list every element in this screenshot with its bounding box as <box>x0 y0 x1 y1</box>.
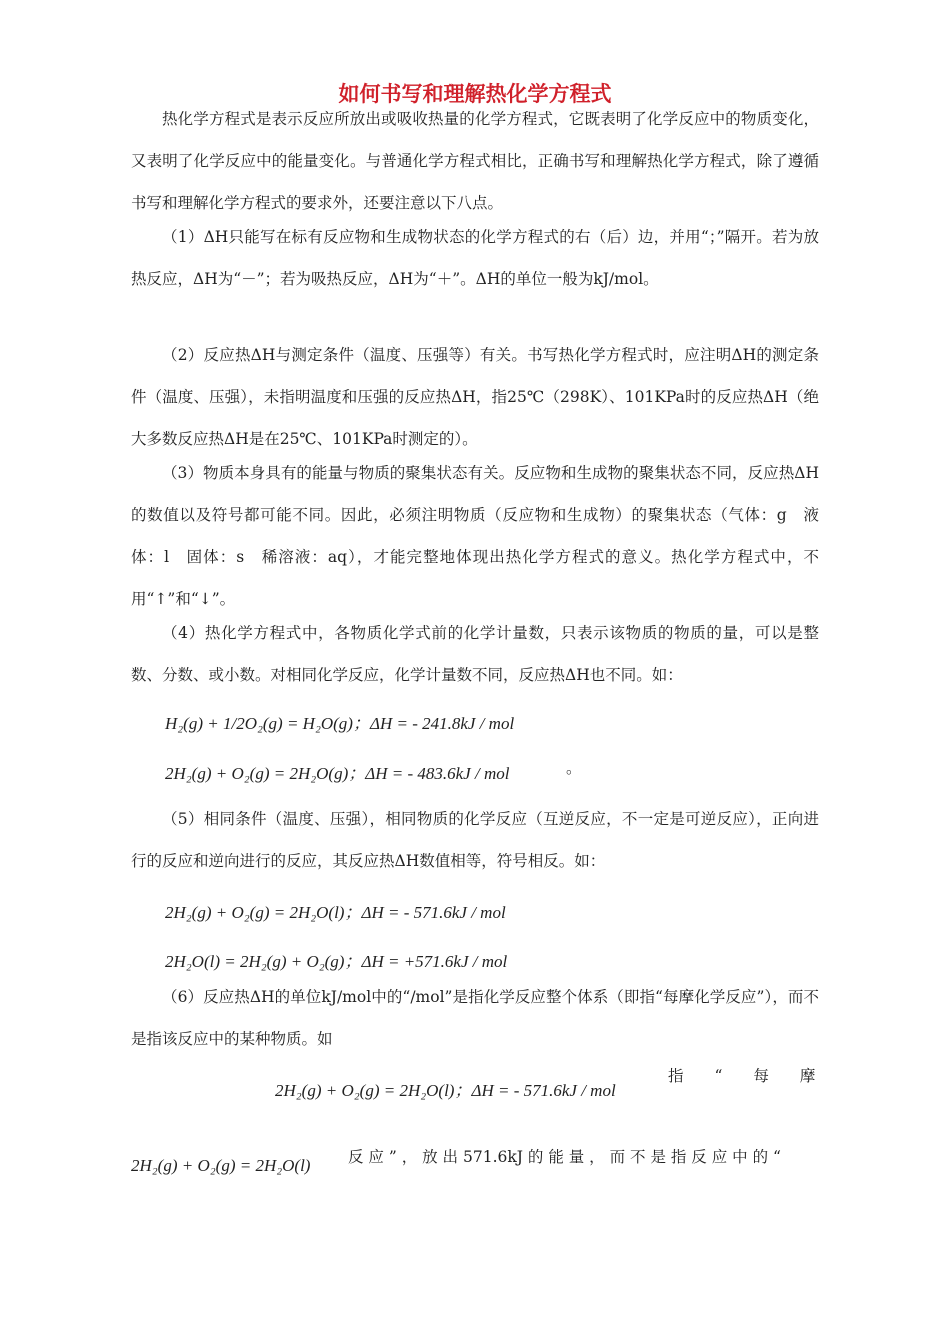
equation-6: 2H₂(g) + O₂(g) = 2H₂O(l) <box>131 1156 311 1175</box>
point-6-paragraph: （6）反应热ΔH的单位kJ/mol中的“/mol”是指化学反应整个体系（即指“每摩化学反应”），而不是指该反应中的某种物质。如 <box>131 988 819 1048</box>
equation-2-period: 。 <box>566 759 582 777</box>
point-2-paragraph: （2）反应热ΔH与测定条件（温度、压强等）有关。书写热化学方程式时，应注明ΔH的测定条件（温度、压强），未指明温度和压强的反应热ΔH，指25℃（298K）、101KPa时的反应热ΔH（绝大多数反应热ΔH是在25℃、101KPa时测定的）。 <box>131 346 819 448</box>
intro-paragraph: 热化学方程式是表示反应所放出或吸收热量的化学方程式，它既表明了化学反应中的物质变化，又表明了化学反应中的能量变化。与普通化学方程式相比，正确书写和理解热化学方程式，除了遵循书写和理解化学方程式的要求外，还要注意以下八点。 <box>131 110 819 212</box>
equation-2: 2H₂(g) + O₂(g) = 2H₂O(g)；ΔH = - 483.6kJ / mol <box>165 764 510 783</box>
equation-5: 2H₂(g) + O₂(g) = 2H₂O(l)；ΔH = - 571.6kJ / mol <box>275 1081 616 1100</box>
trailing-text-1: 指 “ 每 摩 <box>668 1067 816 1085</box>
equation-1: H₂(g) + 1/2O₂(g) = H₂O(g)；ΔH = - 241.8kJ / mol <box>165 714 515 733</box>
trailing-text-2: 反 应 ” ， 放 出 571.6kJ 的 能 量 ， 而 不 是 指 反 应 中 的 “ <box>348 1148 781 1166</box>
point-5-paragraph: （5）相同条件（温度、压强），相同物质的化学反应（互逆反应，不一定是可逆反应），正向进行的反应和逆向进行的反应，其反应热ΔH数值相等，符号相反。如： <box>131 810 819 870</box>
point-1-paragraph: （1）ΔH只能写在标有反应物和生成物状态的化学方程式的右（后）边，并用“；”隔开。若为放热反应，ΔH为“－”；若为吸热反应，ΔH为“＋”。ΔH的单位一般为kJ/mol。 <box>131 228 819 288</box>
equation-3: 2H₂(g) + O₂(g) = 2H₂O(l)；ΔH = - 571.6kJ / mol <box>165 903 506 922</box>
equation-4: 2H₂O(l) = 2H₂(g) + O₂(g)；ΔH = +571.6kJ / mol <box>165 952 508 971</box>
point-3-paragraph: （3）物质本身具有的能量与物质的聚集状态有关。反应物和生成物的聚集状态不同，反应热ΔH的数值以及符号都可能不同。因此，必须注明物质（反应物和生成物）的聚集状态（气体：g 液体：l 固体：s 稀溶液：aq），才能完整地体现出热化学方程式的意义。热化学方程式中，不用“↑”和“↓”。 <box>131 464 819 608</box>
page-title: 如何书写和理解热化学方程式 <box>338 81 612 106</box>
point-4-paragraph: （4）热化学方程式中，各物质化学式前的化学计量数，只表示该物质的物质的量，可以是整数、分数、或小数。对相同化学反应，化学计量数不同，反应热ΔH也不同。如： <box>131 624 819 684</box>
